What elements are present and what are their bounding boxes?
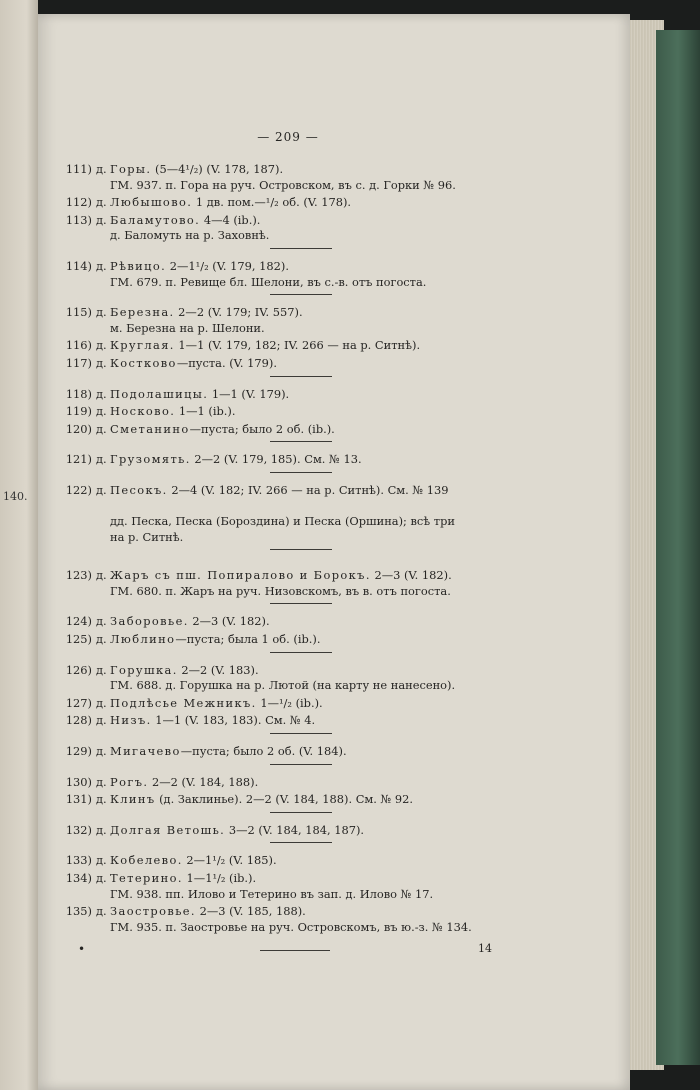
entry-133: [52, 853, 522, 869]
entry-name: Рѣвицо.: [110, 258, 167, 273]
entry-name: Сметанино: [110, 421, 190, 436]
entry-prefix: д.: [96, 452, 107, 467]
entry-heading: [52, 744, 522, 760]
entry-prefix: д.: [96, 822, 107, 837]
section-rule: [270, 549, 332, 550]
entry-details: (д. Заклинье). 2—2 (V. 184, 188). См. № 92.: [155, 792, 414, 807]
entry-details: 3—2 (V. 184, 184, 187).: [225, 822, 365, 837]
entry-name: Заборовье.: [110, 614, 189, 629]
entry-prefix: д.: [96, 792, 107, 807]
entry-prefix: д.: [96, 305, 107, 320]
entry-name: Баламутово.: [110, 212, 201, 227]
footer-rule: [260, 950, 330, 951]
entry-note: [52, 499, 522, 515]
entry-prefix: д.: [96, 904, 107, 919]
entry-details: 2—2 (V. 183).: [177, 662, 259, 677]
entry-heading: [52, 422, 522, 438]
page-footer: [52, 942, 522, 960]
section-rule: [270, 812, 332, 813]
entry-name: Люблино: [110, 632, 176, 647]
entry-134: [52, 871, 522, 902]
entry-name: Горушка.: [110, 662, 178, 677]
entry-details: 1—1¹/₂ (ib.).: [182, 871, 257, 885]
entry-prefix: д.: [96, 774, 107, 789]
entry-list: [52, 160, 522, 935]
entry-135: [52, 904, 522, 935]
entry-details: 2—2 (V. 184, 188).: [148, 774, 259, 789]
section-rule: [270, 764, 332, 765]
stray-margin-text: 140.: [3, 490, 28, 503]
entry-131: [52, 792, 522, 813]
entry-details: 2—2 (V. 179; IV. 557).: [174, 305, 303, 320]
entry-118: [52, 387, 522, 403]
entry-name: Подлѣсье Межникъ.: [110, 695, 257, 710]
entry-number: 129): [65, 744, 92, 759]
entry-prefix: д.: [96, 713, 107, 728]
entry-number: 126): [65, 662, 92, 677]
entry-132: [52, 823, 522, 844]
entry-name: Любышово.: [110, 195, 193, 210]
entry-details: 1—¹/₂ (ib.).: [256, 695, 323, 710]
entry-114: [52, 259, 522, 295]
entry-number: 134): [65, 871, 92, 885]
entry-note: д. Баломуть на р. Заховнѣ.: [110, 228, 270, 243]
entry-prefix: д.: [96, 744, 107, 759]
entry-name: Клинъ: [110, 792, 156, 807]
entry-prefix: д.: [96, 355, 107, 370]
signature-mark: 14: [478, 942, 492, 955]
entry-name: Круглая.: [110, 338, 175, 353]
entry-heading: [52, 568, 522, 584]
entry-note: ГМ. 679. п. Ревище бл. Шелони, въ с.-в. отъ погоста.: [110, 274, 427, 289]
entry-prefix: д.: [96, 338, 107, 353]
entry-prefix: д.: [96, 404, 107, 419]
entry-heading: [52, 162, 522, 178]
entry-note: ГМ. 680. п. Жаръ на руч. Низовскомъ, въ в. отъ погоста.: [110, 583, 451, 598]
entry-126: [52, 663, 522, 694]
entry-heading: [52, 452, 522, 468]
section-rule: [270, 733, 332, 734]
entry-heading: [52, 213, 522, 229]
entry-heading: [52, 614, 522, 630]
book-cover-edge: [656, 30, 700, 1065]
entry-details: 4—4 (ib.).: [200, 212, 261, 227]
entry-heading: [52, 387, 522, 403]
entry-number: 132): [65, 822, 92, 837]
section-rule: [270, 248, 332, 249]
section-rule: [270, 842, 332, 843]
entry-number: 120): [65, 421, 92, 436]
entry-number: 125): [65, 632, 92, 647]
entry-details: —пуста; была 1 об. (ib.).: [175, 632, 321, 647]
page-number: — 209 —: [257, 130, 319, 144]
entry-number: 114): [65, 258, 92, 273]
section-rule: [270, 441, 332, 442]
entry-heading: [52, 483, 522, 499]
entry-name: Песокъ.: [110, 482, 168, 497]
facing-page: [0, 0, 38, 1090]
entry-heading: [52, 696, 522, 712]
entry-123: [52, 568, 522, 604]
section-rule: [270, 472, 332, 473]
entry-name: Долгая Ветошь.: [110, 822, 226, 837]
entry-details: 2—3 (V. 182).: [188, 614, 270, 629]
entry-name: Березна.: [110, 305, 175, 320]
entry-heading: [52, 338, 522, 354]
entry-prefix: д.: [96, 482, 107, 497]
entry-125: [52, 632, 522, 653]
entry-details: (5—4¹/₂) (V. 178, 187).: [151, 162, 284, 176]
entry-heading: [52, 904, 522, 920]
footer-mark: •: [78, 942, 86, 956]
entry-details: 1 дв. пом.—¹/₂ об. (V. 178).: [192, 195, 352, 210]
entry-number: 127): [65, 695, 92, 710]
entry-name: Носково.: [110, 404, 176, 419]
entry-details: 2—1¹/₂ (V. 185).: [182, 853, 277, 868]
entry-note: м. Березна на р. Шелони.: [110, 320, 265, 335]
entry-details: 2—4 (V. 182; IV. 266 — на р. Ситнѣ). См. № 139: [167, 482, 449, 497]
section-rule: [270, 376, 332, 377]
entry-name: Горы.: [110, 162, 152, 176]
book-page: [38, 14, 630, 1090]
entry-heading: [52, 823, 522, 839]
entry-number: 128): [65, 713, 92, 728]
entry-prefix: д.: [96, 258, 107, 273]
entry-note: ГМ. 935. п. Заостровье на руч. Островскомъ, въ ю.-з. № 134.: [110, 919, 472, 934]
entry-number: 111): [65, 162, 92, 176]
entry-heading: [52, 792, 522, 808]
entry-number: 116): [65, 338, 92, 353]
entry-117: [52, 356, 522, 377]
entry-number: 113): [65, 212, 92, 227]
entry-113: [52, 213, 522, 249]
entry-number: 131): [65, 792, 92, 807]
entry-details: 2—3 (V. 182).: [370, 568, 452, 583]
entry-note: ГМ. 938. пп. Илово и Тетерино въ зап. д. Илово № 17.: [110, 886, 434, 901]
section-rule: [270, 294, 332, 295]
entry-note: ГМ. 937. п. Гора на руч. Островском, въ с. д. Горки № 96.: [110, 177, 456, 192]
entry-number: 118): [65, 386, 92, 401]
entry-details: 1—1 (ib.).: [175, 404, 236, 419]
entry-number: 130): [65, 774, 92, 789]
entry-heading: [52, 871, 522, 887]
entry-128: [52, 713, 522, 734]
entry-name: Низъ.: [110, 713, 152, 728]
entry-number: 112): [65, 195, 92, 210]
entry-119: [52, 404, 522, 420]
entry-name: Жаръ съ пш. Попиралово и Борокъ.: [110, 568, 371, 583]
entry-heading: [52, 853, 522, 869]
entry-note: дд. Песка, Песка (Бороздина) и Песка (Оршина); всѣ три: [110, 514, 455, 529]
entry-prefix: д.: [96, 212, 107, 227]
entry-number: 115): [65, 305, 92, 320]
entry-121: [52, 452, 522, 473]
entry-name: Грузомять.: [110, 452, 191, 467]
entry-name: Костково: [110, 355, 177, 370]
entry-name: Подолашицы.: [110, 386, 209, 401]
entry-heading: [52, 663, 522, 679]
entry-number: 119): [65, 404, 92, 419]
entry-prefix: д.: [96, 195, 107, 210]
entry-116: [52, 338, 522, 354]
entry-heading: [52, 195, 522, 211]
section-rule: [270, 652, 332, 653]
entry-number: 135): [65, 904, 92, 919]
entry-122: [52, 483, 522, 550]
entry-number: 133): [65, 853, 92, 868]
entry-112: [52, 195, 522, 211]
entry-115: [52, 305, 522, 336]
entry-number: 122): [65, 482, 92, 497]
entry-prefix: д.: [96, 568, 107, 583]
entry-heading: [52, 404, 522, 420]
entry-heading: [52, 632, 522, 648]
entry-heading: [52, 775, 522, 791]
entry-details: 2—1¹/₂ (V. 179, 182).: [166, 258, 289, 273]
entry-130: [52, 775, 522, 791]
entry-note: на р. Ситнѣ.: [110, 529, 184, 544]
entry-details: —пуста; было 2 об. (ib.).: [189, 421, 335, 436]
entry-heading: [52, 259, 522, 275]
entry-name: Рогъ.: [110, 774, 149, 789]
entry-heading: [52, 356, 522, 372]
entry-number: 121): [65, 452, 92, 467]
entry-prefix: д.: [96, 871, 107, 885]
entry-prefix: д.: [96, 695, 107, 710]
entry-129: [52, 744, 522, 765]
entry-prefix: д.: [96, 614, 107, 629]
entry-name: Тетерино.: [110, 871, 183, 885]
entry-details: 1—1 (V. 179, 182; IV. 266 — на р. Ситнѣ).: [174, 338, 421, 353]
entry-heading: [52, 305, 522, 321]
entry-details: 2—3 (V. 185, 188).: [195, 904, 306, 919]
section-rule: [270, 603, 332, 604]
entry-details: —пуста; было 2 об. (V. 184).: [180, 744, 347, 759]
entry-name: Мигачево: [110, 744, 181, 759]
entry-number: 123): [65, 568, 92, 583]
entry-note: ГМ. 688. д. Горушка на р. Лютой (на карту не нанесено).: [110, 678, 456, 693]
entry-details: —пуста. (V. 179).: [176, 355, 277, 370]
entry-120: [52, 422, 522, 443]
entry-number: 124): [65, 614, 92, 629]
entry-prefix: д.: [96, 386, 107, 401]
entry-prefix: д.: [96, 632, 107, 647]
entry-124: [52, 614, 522, 630]
entry-prefix: д.: [96, 162, 107, 176]
entry-heading: [52, 713, 522, 729]
entry-details: 2—2 (V. 179, 185). См. № 13.: [190, 452, 362, 467]
entry-details: 1—1 (V. 179).: [208, 386, 290, 401]
entry-prefix: д.: [96, 853, 107, 868]
entry-111: [52, 162, 522, 193]
entry-name: Кобелево.: [110, 853, 183, 868]
entry-127: [52, 696, 522, 712]
entry-name: Заостровье.: [110, 904, 196, 919]
entry-prefix: д.: [96, 421, 107, 436]
entry-details: 1—1 (V. 183, 183). См. № 4.: [151, 713, 316, 728]
entry-prefix: д.: [96, 662, 107, 677]
entry-number: 117): [65, 355, 92, 370]
